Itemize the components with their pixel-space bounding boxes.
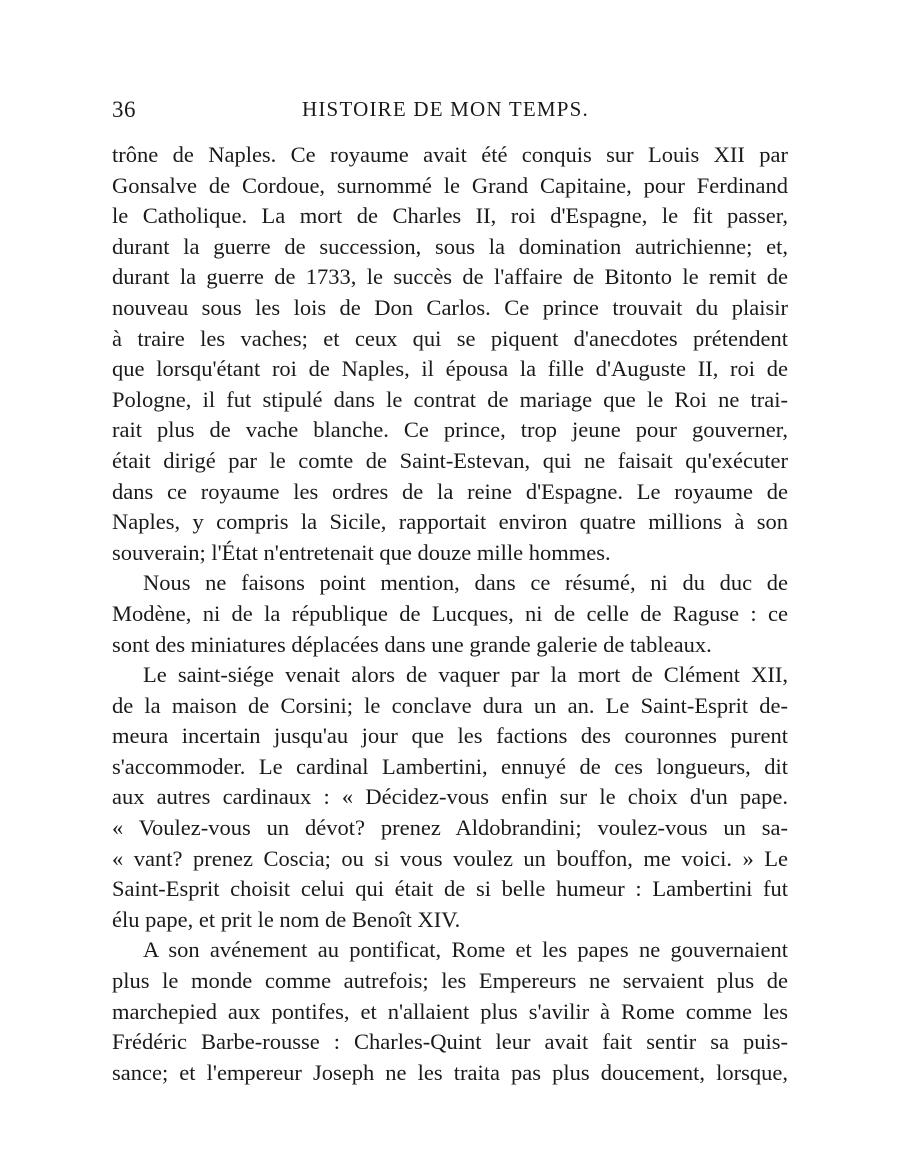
text-line: Le saint-siége venait alors de vaquer par la mort de Clément XII,: [143, 662, 788, 688]
text-line: Naples, y compris la Sicile, rapportait environ quatre millions à son: [112, 509, 788, 535]
text-line: s'accommoder. Le cardinal Lambertini, ennuyé de ces longueurs, dit: [112, 753, 788, 779]
text-line: meura incertain jusqu'au jour que les factions des couronnes purent: [112, 723, 788, 749]
page-number: 36: [112, 97, 136, 122]
text-line: « vant? prenez Coscia; ou si vous voulez un bouffon, me voici. » Le: [112, 845, 788, 871]
text-line: dans ce royaume les ordres de la reine d'Espagne. Le royaume de: [112, 478, 788, 504]
paragraph: [112, 568, 788, 660]
text-line: sance; et l'empereur Joseph ne les traita pas plus doucement, lorsque,: [112, 1059, 788, 1085]
text-line: à traire les vaches; et ceux qui se piquent d'anecdotes prétendent: [112, 325, 788, 351]
text-line: durant la guerre de succession, sous la domination autrichienne; et,: [112, 233, 788, 259]
text-line: Modène, ni de la république de Lucques, ni de celle de Raguse : ce: [112, 600, 788, 626]
text-line: que lorsqu'étant roi de Naples, il épousa la fille d'Auguste II, roi de: [112, 356, 788, 382]
paragraph: [112, 140, 788, 568]
text-line: trône de Naples. Ce royaume avait été conquis sur Louis XII par: [112, 142, 788, 167]
text-line: durant la guerre de 1733, le succès de l'affaire de Bitonto le remit de: [112, 264, 788, 290]
text-line: rait plus de vache blanche. Ce prince, trop jeune pour gouverner,: [112, 417, 788, 443]
text-line: Pologne, il fut stipulé dans le contrat de mariage que le Roi ne trai-: [112, 386, 788, 412]
running-title: HISTOIRE DE MON TEMPS.: [302, 97, 589, 121]
text-line: nouveau sous les lois de Don Carlos. Ce prince trouvait du plaisir: [112, 294, 788, 320]
text-line: le Catholique. La mort de Charles II, roi d'Espagne, le fit passer,: [112, 203, 788, 229]
text-line: était dirigé par le comte de Saint-Estevan, qui ne faisait qu'exécuter: [112, 447, 788, 473]
body-text: [112, 140, 788, 1088]
text-line: aux autres cardinaux : « Décidez-vous enfin sur le choix d'un pape.: [112, 784, 788, 810]
text-line: souverain; l'État n'entretenait que douze mille hommes.: [112, 539, 611, 565]
text-line: Gonsalve de Cordoue, surnommé le Grand Capitaine, pour Ferdinand: [112, 172, 788, 198]
text-line: Saint-Esprit choisit celui qui était de si belle humeur : Lambertini fut: [112, 876, 788, 902]
paragraph: [112, 660, 788, 935]
text-line: élu pape, et prit le nom de Benoît XIV.: [112, 906, 461, 932]
text-line: marchepied aux pontifes, et n'allaient plus s'avilir à Rome comme les: [112, 998, 788, 1024]
text-line: Nous ne faisons point mention, dans ce résumé, ni du duc de: [143, 570, 788, 596]
text-line: « Voulez-vous un dévot? prenez Aldobrandini; voulez-vous un sa-: [112, 815, 788, 841]
text-line: plus le monde comme autrefois; les Empereurs ne servaient plus de: [112, 968, 788, 994]
running-head: [112, 97, 788, 131]
text-line: de la maison de Corsini; le conclave dura un an. Le Saint-Esprit de-: [112, 692, 788, 718]
paragraph: [112, 935, 788, 1088]
text-line: sont des miniatures déplacées dans une grande galerie de tableaux.: [112, 631, 712, 657]
text-line: Frédéric Barbe-rousse : Charles-Quint leur avait fait sentir sa puis-: [112, 1029, 788, 1055]
text-line: A son avénement au pontificat, Rome et les papes ne gouvernaient: [143, 937, 788, 963]
